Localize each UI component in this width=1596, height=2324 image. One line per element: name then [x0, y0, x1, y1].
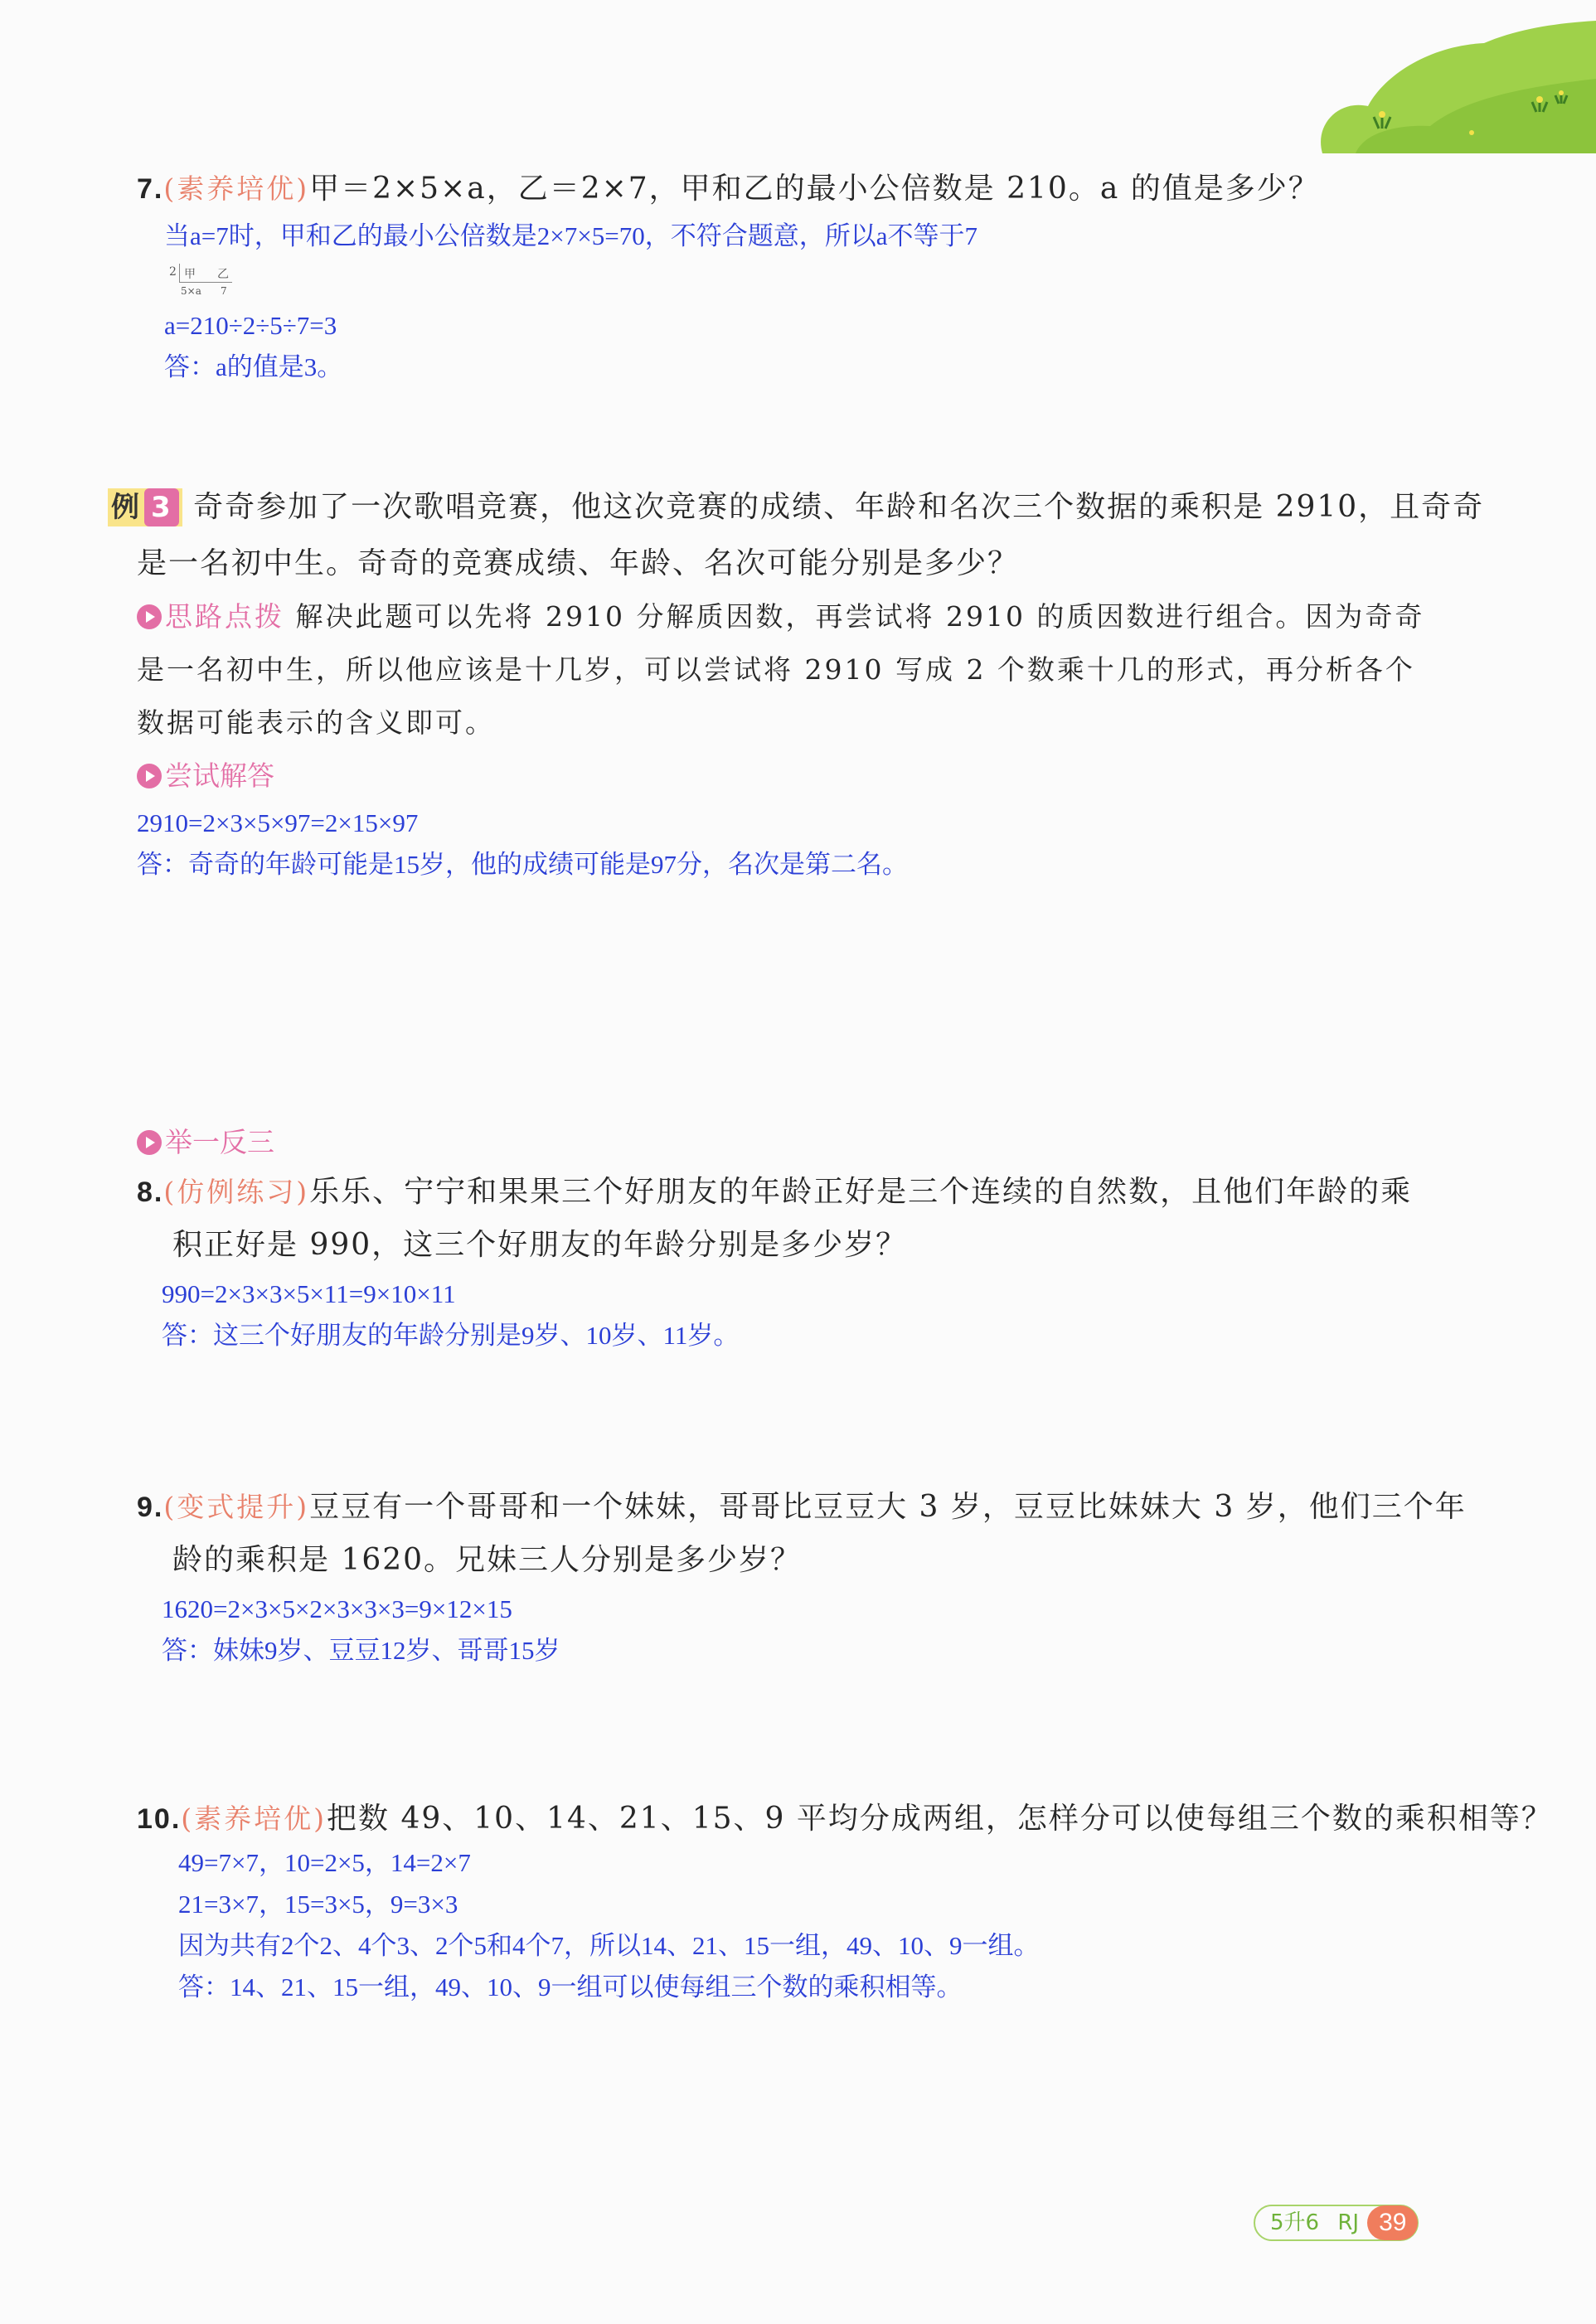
example-3-line-1	[108, 481, 1484, 534]
q7-answer-line-3: 答：a的值是3。	[164, 352, 343, 381]
hint-line-3: 数据可能表示的含义即可。	[137, 706, 495, 739]
example-answer-line-2: 答：奇奇的年龄可能是15岁，他的成绩可能是97分，名次是第二名。	[137, 850, 908, 879]
question-9-line-1: 9.(变式提升)豆豆有一个哥哥和一个妹妹，哥哥比豆豆大 3 岁，豆豆比妹妹大 3 岁，他们三个年	[137, 1490, 1467, 1524]
question-number: 8.	[137, 1177, 164, 1208]
grade-label: 5升6	[1270, 2210, 1320, 2235]
play-icon	[137, 764, 162, 788]
question-tag: (仿例练习)	[163, 1176, 310, 1208]
question-tag: (素养培优)	[181, 1802, 327, 1835]
hint-heading: 思路点拨	[137, 600, 284, 633]
q9-answer-line-1: 1620=2×3×5×2×3×3×3=9×12×15	[162, 1594, 512, 1623]
question-number: 9.	[137, 1492, 164, 1523]
question-number: 10.	[137, 1803, 182, 1835]
q8-answer-line-2: 答：这三个好朋友的年龄分别是9岁、10岁、11岁。	[162, 1321, 740, 1350]
q10-answer-line-2: 21=3×7，15=3×5，9=3×3	[178, 1890, 458, 1919]
q7-answer-line-2: a=210÷2÷5÷7=3	[164, 311, 337, 340]
question-8-line-2: 积正好是 990，这三个好朋友的年龄分别是多少岁？	[172, 1228, 908, 1262]
example-answer-line-1: 2910=2×3×5×97=2×15×97	[137, 808, 419, 837]
play-icon	[137, 1130, 162, 1155]
question-7	[137, 163, 1320, 216]
edition-label: RJ	[1337, 2210, 1360, 2235]
question-number: 7.	[137, 173, 164, 205]
question-tag: (素养培优)	[163, 172, 310, 205]
try-answer-heading: 尝试解答	[137, 754, 274, 793]
section-heading: 举一反三	[137, 1121, 274, 1160]
question-10: 10.(素养培优)把数 49、10、14、21、15、9 平均分成两组，怎样分可以使每组三个数的乘积相等？	[137, 1802, 1553, 1836]
question-tag: (变式提升)	[163, 1491, 310, 1523]
page-footer	[1254, 2204, 1418, 2242]
grass-decoration	[1306, 0, 1596, 153]
q7-division-diagram: 2 甲 乙 5×a 7	[169, 264, 260, 305]
q10-answer-line-1: 49=7×7，10=2×5，14=2×7	[178, 1848, 471, 1877]
q9-answer-line-2: 答：妹妹9岁、豆豆12岁、哥哥15岁	[162, 1636, 560, 1665]
example-badge: 例 3	[108, 488, 182, 526]
hint-line-2: 是一名初中生，所以他应该是十几岁，可以尝试将 2910 写成 2 个数乘十几的形式，再分析各个	[137, 653, 1415, 686]
page-number: 39	[1367, 2205, 1418, 2240]
q10-answer-line-3: 因为共有2个2、4个3、2个5和4个7，所以14、21、15一组，49、10、9一组。	[178, 1931, 1040, 1960]
play-icon	[137, 604, 162, 629]
question-8-line-1: 8.(仿例练习)乐乐、宁宁和果果三个好朋友的年龄正好是三个连续的自然数，且他们年龄的乘	[137, 1175, 1413, 1209]
question-text: 甲＝2×5×a，乙＝2×7，甲和乙的最小公倍数是 210。a 的值是多少？	[309, 172, 1320, 206]
hint-line-1: 思路点拨 解决此题可以先将 2910 分解质因数，再尝试将 2910 的质因数进行组合。因为奇奇	[137, 590, 1424, 643]
q7-answer-line-1: 当a=7时，甲和乙的最小公倍数是2×7×5=70，不符合题意，所以a不等于7	[164, 221, 977, 250]
example-text: 奇奇参加了一次歌唱竞赛，他这次竞赛的成绩、年龄和名次三个数据的乘积是 2910，且奇奇	[193, 490, 1485, 524]
q10-answer-line-4: 答：14、21、15一组，49、10、9一组可以使每组三个数的乘积相等。	[178, 1972, 963, 2001]
q8-answer-line-1: 990=2×3×3×5×11=9×10×11	[162, 1279, 456, 1308]
question-9-line-2: 龄的乘积是 1620。兄妹三人分别是多少岁？	[172, 1543, 803, 1577]
example-3-line-2: 是一名初中生。奇奇的竞赛成绩、年龄、名次可能分别是多少？	[137, 546, 1020, 580]
